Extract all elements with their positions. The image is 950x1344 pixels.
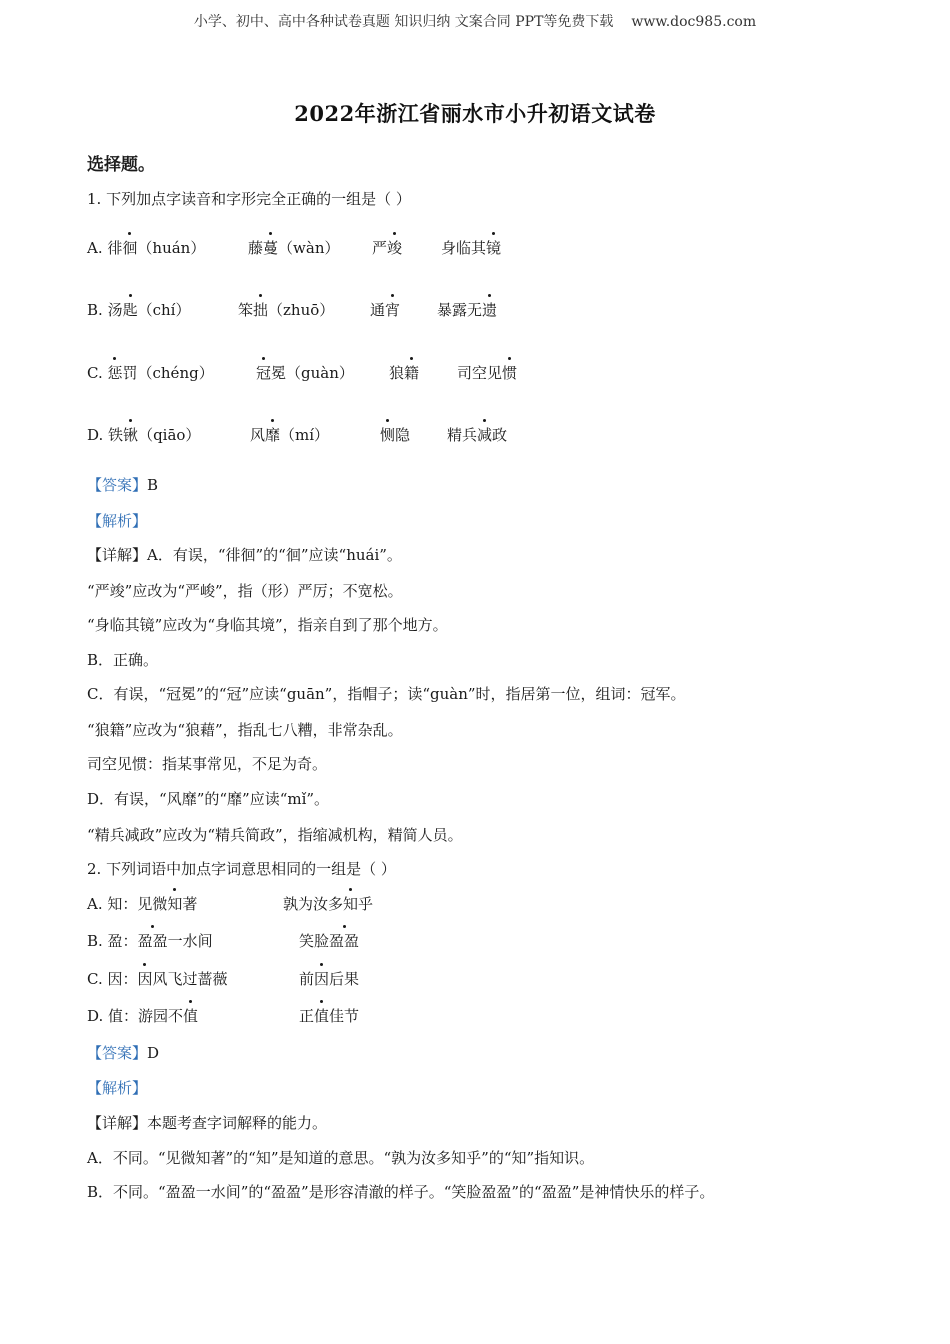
document-title: 2022年浙江省丽水市小升初语文试卷: [294, 101, 656, 126]
q1-option-d-word2: 风靡（mí）: [250, 426, 330, 444]
header-site-link[interactable]: www.doc985.com: [631, 14, 757, 30]
q1-option-b: B. 汤匙（chí）: [87, 301, 191, 319]
q1-detail-line-1: 【详解】A．有误，“徘徊”的“徊”应读“huái”。: [87, 546, 402, 564]
q1-analysis-label: 【解析】: [87, 512, 148, 530]
q1-option-a-word3: 严竣: [372, 239, 403, 257]
q1-option-c-word4: 司空见惯: [457, 364, 518, 382]
q2-option-c: C. 因：因风飞过蔷薇: [87, 970, 228, 988]
q1-detail-line-2: “严竣”应改为“严峻”，指（形）严厉；不宽松。: [87, 582, 403, 600]
q2-answer: 【答案】D: [87, 1044, 160, 1062]
q2-option-d: D. 值：游园不值: [87, 1007, 199, 1025]
header-text: 小学、初中、高中各种试卷真题 知识归纳 文案合同 PPT等免费下载: [193, 14, 614, 30]
q2-option-d-word2: 正值佳节: [299, 1007, 360, 1025]
q1-option-c: C. 惩罚（chéng）: [87, 364, 214, 382]
q1-option-d-word4: 精兵减政: [447, 426, 508, 444]
q1-option-b-word4: 暴露无遗: [437, 301, 498, 319]
q2-analysis-label: 【解析】: [87, 1079, 148, 1097]
q1-option-b-word3: 通宵: [370, 301, 401, 319]
q2-detail-line-1: 【详解】本题考查字词解释的能力。: [87, 1114, 328, 1132]
q2-option-c-word2: 前因后果: [299, 970, 360, 988]
section-heading: 选择题。: [87, 155, 155, 175]
q2-option-b: B. 盈：盈盈一水间: [87, 932, 213, 950]
q1-detail-line-4: B．正确。: [87, 651, 159, 669]
q1-detail-line-7: 司空见惯：指某事常见，不足为奇。: [87, 755, 328, 773]
q1-option-d-word3: 恻隐: [380, 426, 411, 444]
q2-option-a: A. 知：见微知著: [87, 895, 198, 913]
q1-option-a: A. 徘徊（huán）: [87, 239, 206, 257]
q2-detail-line-2: A．不同。“见微知著”的“知”是知道的意思。“孰为汝多知乎”的“知”指知识。: [87, 1149, 595, 1167]
q1-option-d: D. 铁锹（qiāo）: [87, 426, 201, 444]
q2-option-a-word2: 孰为汝多知乎: [283, 895, 374, 913]
q1-option-c-word3: 狼籍: [389, 364, 420, 382]
q1-option-a-word2: 藤蔓（wàn）: [248, 239, 340, 257]
q2-option-b-word2: 笑脸盈盈: [299, 932, 360, 950]
q1-option-c-word2: 冠冕（guàn）: [256, 364, 354, 382]
q2-detail-line-3: B．不同。“盈盈一水间”的“盈盈”是形容清澈的样子。“笑脸盈盈”的“盈盈”是神情快乐的样子。: [87, 1183, 715, 1201]
q1-option-a-word4: 身临其镜: [441, 239, 502, 257]
page-header: [0, 11, 950, 31]
q1-detail-line-8: D．有误，“风靡”的“靡”应读“mǐ”。: [87, 790, 330, 808]
q2-stem: 2. 下列词语中加点字词意思相同的一组是（ ）: [87, 860, 396, 878]
q1-stem: 1. 下列加点字读音和字形完全正确的一组是（ ）: [87, 190, 411, 208]
q1-detail-line-3: “身临其镜”应改为“身临其境”，指亲自到了那个地方。: [87, 616, 448, 634]
q1-answer: 【答案】B: [87, 476, 159, 494]
q1-detail-line-6: “狼籍”应改为“狼藉”，指乱七八糟，非常杂乱。: [87, 721, 403, 739]
q1-detail-line-9: “精兵减政”应改为“精兵简政”，指缩减机构，精简人员。: [87, 826, 463, 844]
q1-detail-line-5: C．有误，“冠冕”的“冠”应读“guān”，指帽子；读“guàn”时，指居第一位，组词：冠军。: [87, 685, 686, 703]
q1-option-b-word2: 笨拙（zhuō）: [238, 301, 335, 319]
